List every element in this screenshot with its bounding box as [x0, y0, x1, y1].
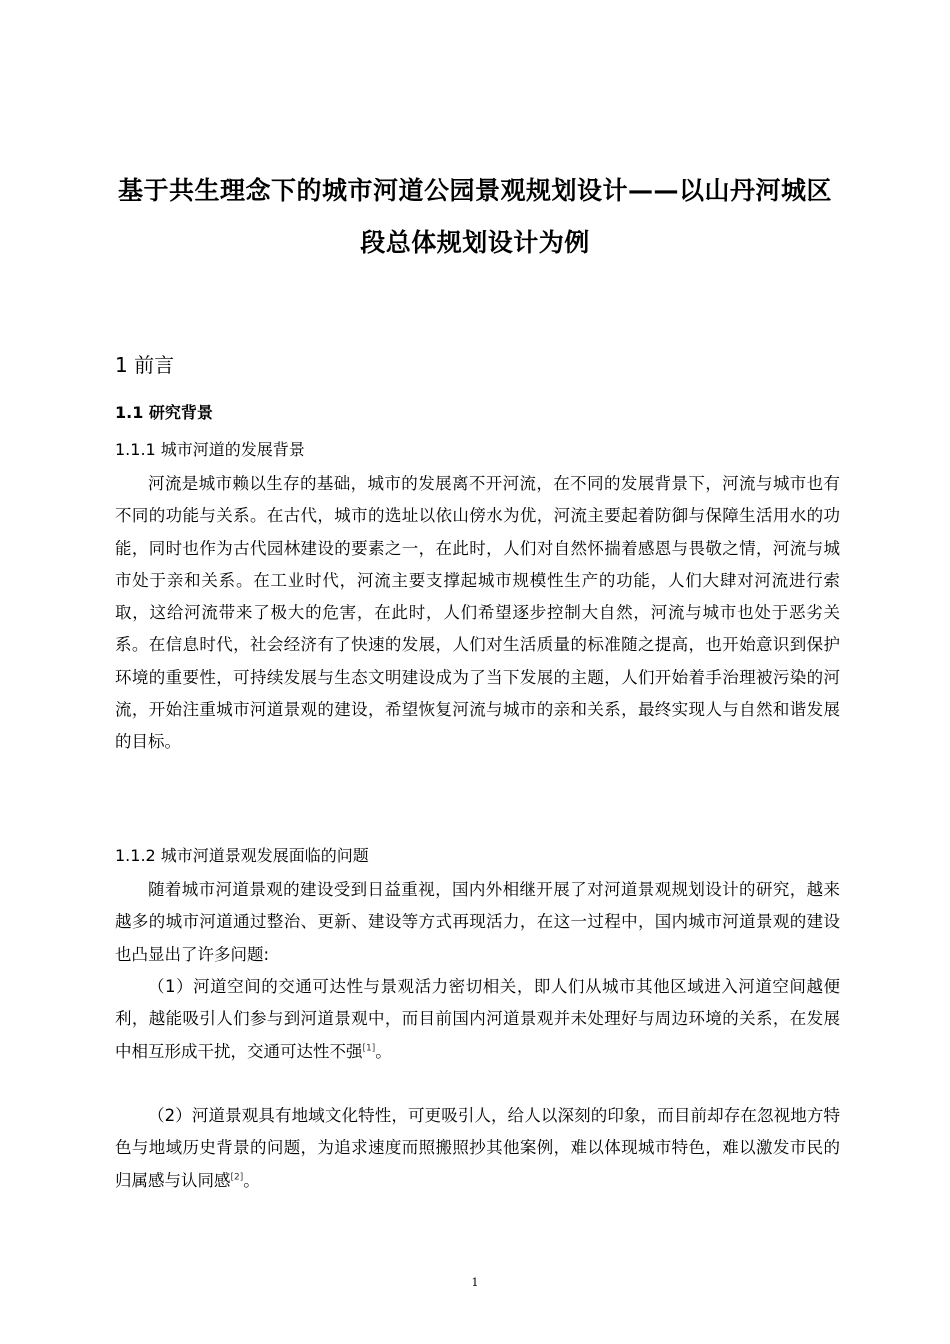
- citation-ref-1[interactable]: [1]: [362, 1043, 376, 1054]
- paragraph-problem-2-text: （2）河道景观具有地域文化特性，可更吸引人，给人以深刻的印象，而目前却存在忽视地方特色与地域历史背景的问题，为追求速度而照搬照抄其他案例，难以体现城市特色，难以激发市民的归属感与认同感: [115, 1106, 840, 1190]
- page-number: 1: [471, 1276, 479, 1289]
- subsubsection-heading-development-background: 1.1.1 城市河道的发展背景: [115, 440, 305, 459]
- section-heading-introduction: 1 前言: [115, 353, 175, 377]
- paragraph-problem-1-text: （1）河道空间的交通可达性与景观活力密切相关，即人们从城市其他区域进入河道空间越便利，越能吸引人们参与到河道景观中，而目前国内河道景观并未处理好与周边环境的关系，在发展中相互形成干扰，交通可达性不强: [115, 977, 840, 1061]
- subsection-heading-research-background: 1.1 研究背景: [115, 403, 213, 422]
- paragraph-river-development: 河流是城市赖以生存的基础，城市的发展离不开河流，在不同的发展背景下，河流与城市也有不同的功能与关系。在古代，城市的选址以依山傍水为优，河流主要起着防御与保障生活用水的功能，同时也作为古代园林建设的要素之一，在此时，人们对自然怀揣着感恩与畏敬之情，河流与城市处于亲和关系。在工业时代，河流主要支撑起城市规模性生产的功能，人们大肆对河流进行索取，这给河流带来了极大的危害，在此时，人们希望逐步控制大自然，河流与城市也处于恶劣关系。在信息时代，社会经济有了快速的发展，人们对生活质量的标准随之提高，也开始意识到保护环境的重要性，可持续发展与生态文明建设成为了当下发展的主题，人们开始着手治理被污染的河流，开始注重城市河道景观的建设，希望恢复河流与城市的亲和关系，最终实现人与自然和谐发展的目标。: [115, 474, 840, 752]
- document-title-line-1: 基于共生理念下的城市河道公园景观规划设计——以山丹河城区: [117, 176, 832, 205]
- paragraph-problem-1-end: 。: [375, 1041, 392, 1061]
- paragraph-problem-2: [115, 1100, 840, 1197]
- subsubsection-heading-problems: 1.1.2 城市河道景观发展面临的问题: [115, 846, 369, 865]
- citation-ref-2[interactable]: [2]: [230, 1172, 244, 1183]
- paragraph-problems-intro: 随着城市河道景观的建设受到日益重视，国内外相继开展了对河道景观规划设计的研究，越来越多的城市河道通过整治、更新、建设等方式再现活力，在这一过程中，国内城市河道景观的建设也凸显出了许多问题:: [115, 880, 840, 964]
- paragraph-problem-1: [115, 971, 840, 1068]
- paragraph-problem-2-end: 。: [243, 1170, 260, 1190]
- document-title-line-2: 段总体规划设计为例: [360, 228, 590, 257]
